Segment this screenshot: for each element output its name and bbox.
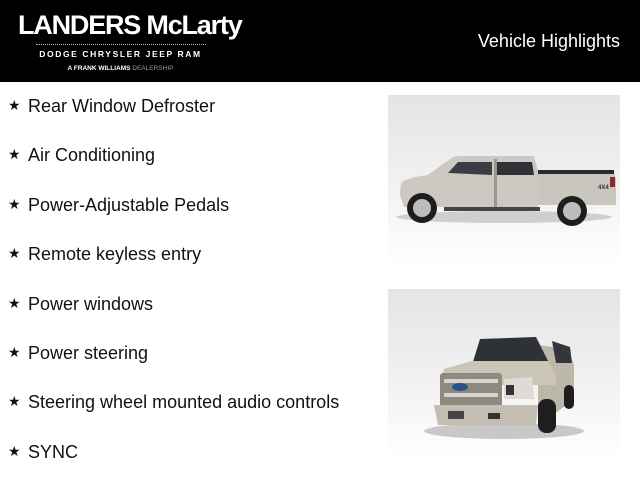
feature-label: Steering wheel mounted audio controls [28, 392, 340, 413]
feature-label: Air Conditioning [28, 145, 156, 166]
svg-text:4X4: 4X4 [598, 185, 609, 191]
feature-label: Power-Adjustable Pedals [28, 194, 230, 215]
feature-item [8, 292, 339, 341]
header [0, 0, 640, 82]
truck-front-illustration [388, 289, 620, 462]
vehicle-photo-front[interactable] [388, 289, 620, 462]
logo-brands: DODGE CHRYSLER JEEP RAM [39, 49, 202, 59]
feature-item [8, 440, 339, 489]
vehicle-photo-side[interactable] [388, 95, 620, 268]
feature-item [8, 94, 339, 143]
star-icon: ★ [8, 393, 21, 410]
tagline-dim: DEALERSHIP [132, 65, 174, 72]
star-icon: ★ [8, 245, 21, 262]
star-icon: ★ [8, 442, 21, 459]
feature-item [8, 193, 339, 242]
star-icon: ★ [8, 146, 21, 163]
page-title: Vehicle Highlights [477, 31, 620, 51]
feature-item [8, 143, 339, 192]
star-icon: ★ [8, 97, 21, 113]
logo-tagline [18, 65, 223, 73]
feature-label: Remote keyless entry [28, 244, 202, 265]
feature-item [8, 390, 339, 439]
logo-wordmark: LANDERS McLarty [18, 10, 242, 40]
logo-divider [36, 44, 206, 45]
feature-label: SYNC [28, 441, 79, 462]
feature-item [8, 341, 339, 390]
feature-label: Power windows [28, 293, 154, 314]
feature-label: Rear Window Defroster [28, 96, 216, 116]
star-icon: ★ [8, 195, 21, 212]
feature-label: Power steering [28, 342, 149, 363]
star-icon: ★ [8, 343, 21, 360]
feature-item [8, 242, 339, 291]
star-icon: ★ [8, 294, 21, 311]
feature-list [8, 94, 339, 489]
tagline-strong: A FRANK WILLIAMS [67, 65, 131, 72]
dealer-logo[interactable] [18, 10, 242, 73]
truck-side-illustration [388, 95, 620, 268]
